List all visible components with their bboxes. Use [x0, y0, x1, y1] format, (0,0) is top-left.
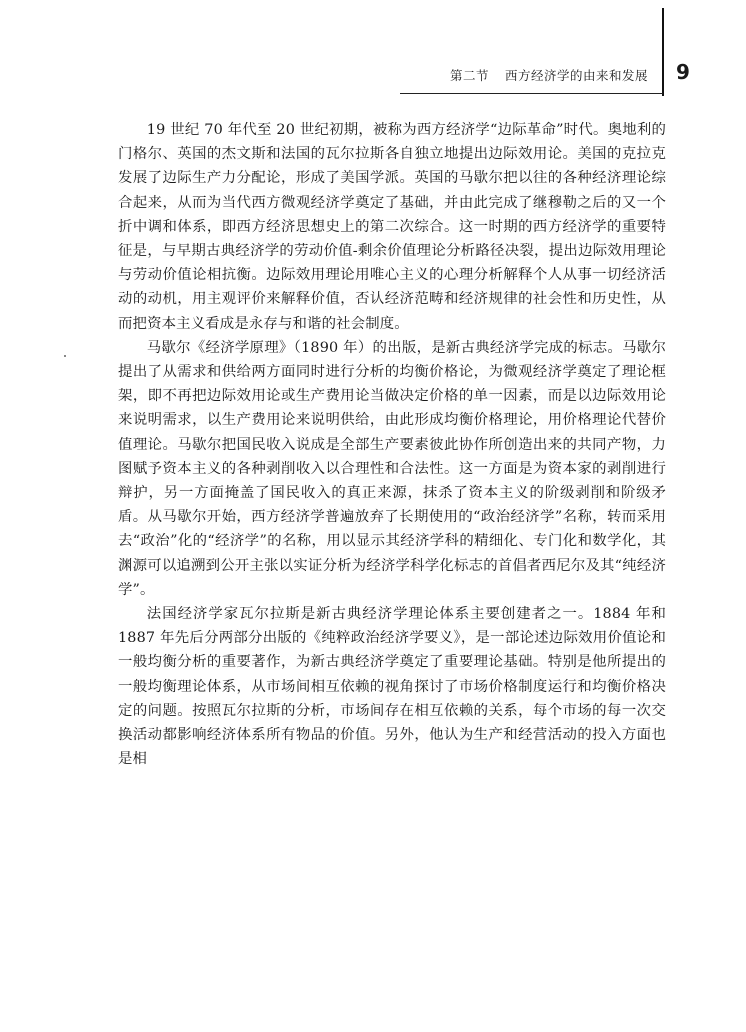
header-horizontal-rule	[400, 93, 663, 94]
margin-speck	[64, 355, 66, 357]
header-chapter: 第二节	[449, 68, 489, 83]
header-text	[450, 66, 648, 84]
page-number: 9	[676, 60, 690, 84]
running-header	[118, 62, 666, 88]
paragraph-marginal-revolution: 19 世纪 70 年代至 20 世纪初期，被称为西方经济学“边际革命”时代。奥地利的门格尔、英国的杰文斯和法国的瓦尔拉斯各自独立地提出边际效用论。美国的克拉克发展了边际生产力分配论，形成了美国学派。英国的马歇尔把以往的各种经济理论综合起来，从而为当代西方微观经济学奠定了基础，并由此完成了继穆勒之后的又一个折中调和体系，即西方经济思想史上的第二次综合。这一时期的西方经济学的重要特征是，与早期古典经济学的劳动价值-剩余价值理论分析路径决裂，提出边际效用理论与劳动价值论相抗衡。边际效用理论用唯心主义的心理分析解释个人从事一切经济活动的动机，用主观评价来解释价值，否认经济范畴和经济规律的社会性和历史性，从而把资本主义看成是永存与和谐的社会制度。	[118, 122, 666, 332]
header-title: 西方经济学的由来和发展	[504, 68, 648, 83]
paragraph-walras: 法国经济学家瓦尔拉斯是新古典经济学理论体系主要创建者之一。1884 年和 1887 年先后分两部分出版的《纯粹政治经济学要义》，是一部论述边际效用价值论和一般均衡分析的重要著作，为新古典经济学奠定了重要理论基础。特别是他所提出的一般均衡理论体系，从市场间相互依赖的视角探讨了市场价格制度运行和均衡价格决定的问题。按照瓦尔拉斯的分析，市场间存在相互依赖的关系，每个市场的每一次交换活动都影响经济体系所有物品的价值。另外，他认为生产和经营活动的投入方面也是相	[118, 606, 666, 768]
paragraph-marshall: 马歇尔《经济学原理》（1890 年）的出版，是新古典经济学完成的标志。马歇尔提出了从需求和供给两方面同时进行分析的均衡价格论，为微观经济学奠定了理论框架，即不再把边际效用论或生产费用论当做决定价格的单一因素，而是以边际效用论来说明需求，以生产费用论来说明供给，由此形成均衡价格理论，用价格理论代替价值理论。马歇尔把国民收入说成是全部生产要素彼此协作所创造出来的共同产物，力图赋予资本主义的各种剥削收入以合理性和合法性。这一方面是为资本家的剥削进行辩护，另一方面掩盖了国民收入的真正来源，抹杀了资本主义的阶级剥削和阶级矛盾。从马歇尔开始，西方经济学普遍放弃了长期使用的“政治经济学”名称，转而采用去“政治”化的“经济学”的名称，用以显示其经济学科的精细化、专门化和数学化，其渊源可以追溯到公开主张以实证分析为经济学科学化标志的首倡者西尼尔及其“纯经济学”。	[118, 339, 666, 598]
body-text	[118, 118, 666, 771]
